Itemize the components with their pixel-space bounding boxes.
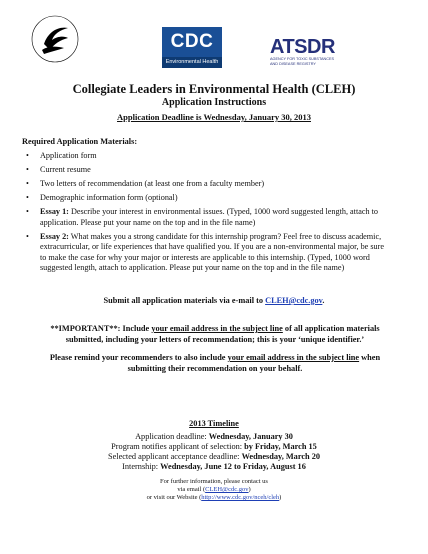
hhs-logo-icon: [30, 14, 80, 64]
requirements-heading: Required Application Materials:: [22, 137, 138, 146]
footer-website-link[interactable]: http://www.cdc.gov/nceh/cleh: [201, 494, 280, 502]
cdc-logo: [162, 27, 222, 68]
timeline-row: Internship: Wednesday, June 12 to Friday, August 16: [122, 462, 306, 471]
atsdr-logo-subtext-2: AND DISEASE REGISTRY: [270, 61, 316, 66]
footer-email-link[interactable]: CLEH@cdc.gov: [205, 486, 249, 494]
cdc-logo-text: CDC: [162, 27, 222, 57]
list-item: • Two letters of recommendation (at least one from a faculty member): [26, 179, 265, 188]
footer-line-3: or visit our Website (http://www.cdc.gov/nceh/cleh): [146, 494, 282, 502]
timeline-row: Selected applicant acceptance deadline: Wednesday, March 20: [107, 452, 321, 461]
timeline-row: Application deadline: Wednesday, January 30: [135, 432, 293, 441]
bullet-icon: •: [26, 207, 29, 216]
timeline-list: [0, 432, 428, 472]
page-subtitle: Application Instructions: [161, 97, 267, 108]
bullet-icon: •: [26, 231, 29, 241]
deadline-notice: Application Deadline is Wednesday, January 30, 2013: [117, 112, 311, 122]
footer-line-2: via email (CLEH@cdc.gov): [177, 486, 251, 494]
list-item: • Essay 1: Describe your interest in environmental issues. (Typed, 1000 word suggested length, attach to application. Please put your name on the top and in the file name): [26, 207, 379, 227]
timeline-row: Program notifies applicant of selection: by Friday, March 15: [111, 442, 317, 451]
atsdr-logo: [270, 37, 360, 67]
requirements-list: [22, 151, 390, 277]
list-item: • Essay 2: What makes you a strong candidate for this internship program? Feel free to discuss academic, extracurricular, or life experiences that have qualified you. If you are a non-environmental major, be sure to make the case for why your major or interests are applicable to this internship. (Typed, 1000 word suggested length, attach to application. Please put your name on the top and in the file name): [26, 231, 384, 272]
bullet-icon: •: [26, 165, 29, 174]
submit-instructions: Submit all application materials via e-mail to CLEH@cdc.gov.: [103, 296, 325, 305]
recommender-reminder: Please remind your recommenders to also include your email address in the subject line when submitting their recommendation on your behalf.: [49, 353, 381, 373]
bullet-icon: •: [26, 193, 29, 202]
list-item: • Demographic information form (optional): [26, 193, 178, 202]
timeline-heading: 2013 Timeline: [189, 419, 239, 428]
atsdr-logo-subtext-1: AGENCY FOR TOXIC SUBSTANCES: [270, 57, 335, 61]
cdc-logo-subtext: Environmental Health: [162, 57, 222, 68]
list-item: • Current resume: [26, 165, 91, 174]
bullet-icon: •: [26, 179, 29, 188]
atsdr-logo-text: ATSDR: [270, 36, 335, 58]
contact-footer: [0, 478, 428, 503]
submit-email-link[interactable]: CLEH@cdc.gov: [265, 296, 323, 305]
list-item: • Application form: [26, 151, 97, 160]
footer-line-1: For further information, please contact us: [160, 478, 268, 485]
important-notice: **IMPORTANT**: Include your email address in the subject line of all application materials submitted, including your letters of recommendation; this is your ‘unique identifier.’: [50, 324, 380, 344]
page-title: Collegiate Leaders in Environmental Health (CLEH): [72, 82, 356, 96]
bullet-icon: •: [26, 151, 29, 160]
